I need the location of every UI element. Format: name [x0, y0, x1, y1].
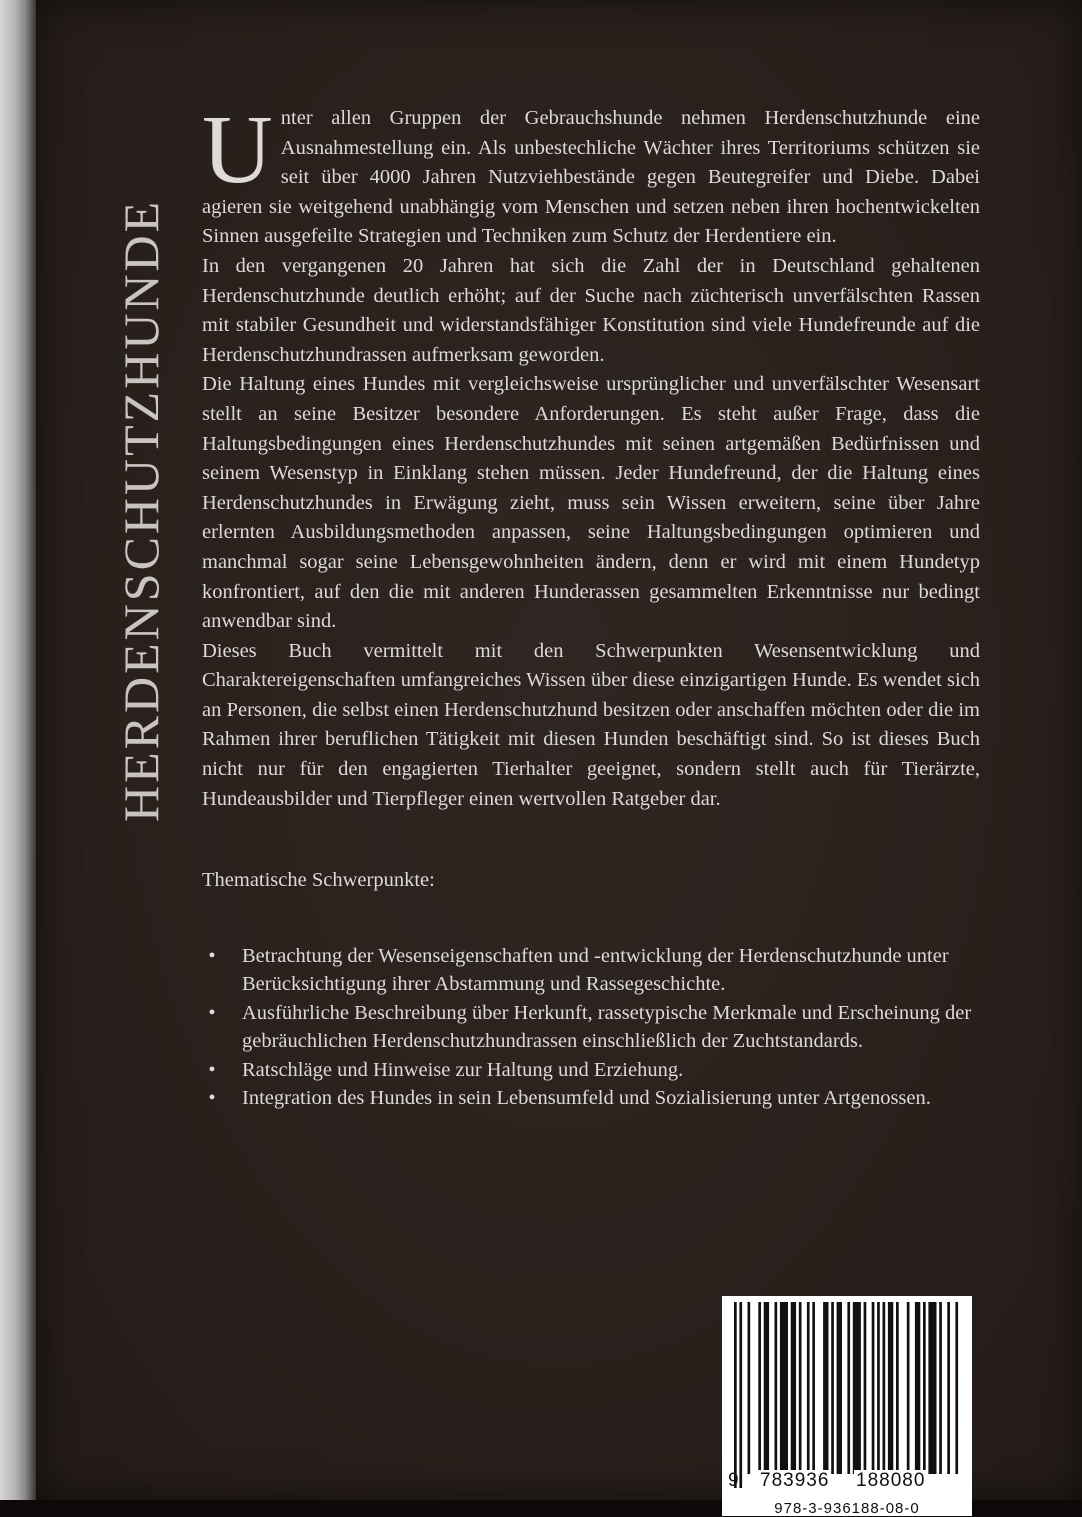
list-item — [202, 999, 980, 1056]
paragraph-1-text: nter allen Gruppen der Gebrauchshunde nehmen Herdenschutzhunde eine Ausnahmestellung ein. Als unbestechliche Wächter ihres Territoriums schützen sie seit über 4000 Jahren Nutzviehbestände gegen Beutegreifer und Diebe. Dabei agieren sie weitgehend unabhängig vom Menschen und setzen neben ihren hochentwickelten Sinnen ausgefeilte Strategien und Techniken zum Schutz der Herdentiere ein. — [202, 107, 980, 248]
isbn-number: 978-3-936188-08-0 — [774, 1500, 920, 1517]
list-item-text: Betrachtung der Wesenseigenschaften und -entwicklung der Herdenschutzhunde unter Berücksichtigung ihrer Abstammung und Rassegeschichte. — [242, 944, 949, 996]
topics-list — [202, 942, 980, 1113]
bullet-icon: • — [208, 1087, 216, 1110]
barcode-bars-icon — [732, 1302, 962, 1488]
list-item — [202, 1056, 980, 1085]
paragraph-4: Dieses Buch vermittelt mit den Schwerpunkten Wesensentwicklung und Charaktereigenschaften umfangreiches Wissen über diese einzigartigen Hunde. Es wendet sich an Personen, die selbst einen Herdenschutzhund besitzen oder anschaffen möchten oder die im Rahmen ihrer beruflichen Tätigkeit mit diesen Hunden beschäftigt sind. So ist dieses Buch nicht nur für den engagierten Tierhalter geeignet, sondern stellt auch für Tierärzte, Hundeausbilder und Tierpfleger einen wertvollen Ratgeber dar. — [202, 639, 980, 810]
topics-heading: Thematische Schwerpunkte: — [202, 869, 435, 892]
page-block-edge — [0, 0, 36, 1500]
paragraph-1 — [202, 96, 980, 252]
list-item — [202, 1084, 980, 1113]
vertical-title: HERDENSCHUTZHUNDE — [113, 198, 169, 822]
blurb-text — [202, 96, 980, 1113]
barcode-right-group: 188080 — [856, 1470, 926, 1491]
bullet-icon: • — [208, 1058, 216, 1081]
barcode-digits — [722, 1470, 972, 1498]
barcode-label — [722, 1296, 972, 1516]
barcode-left-group: 783936 — [760, 1470, 830, 1491]
paragraph-3: Die Haltung eines Hundes mit vergleichsweise ursprünglicher und unverfälschter Wesensart stellt an seine Besitzer besondere Anforderungen. Es steht außer Frage, dass die Haltungsbedingungen eines Herdenschutzhundes mit seinen artgemäßen Bedürfnissen und seinem Wesenstyp in Einklang stehen müssen. Jeder Hundefreund, der die Haltung eines Herdenschutzhundes in Erwägung zieht, muss sein Wissen erweitern, seine über Jahre erlernten Ausbildungsmethoden anpassen, seine Haltungsbedingungen optimieren und manchmal sogar seine Lebensgewohnheiten ändern, denn er wird mit einem Hundetyp konfrontiert, auf den die mit anderen Hunderassen gesammelten Erkenntnisse nur bedingt anwendbar sind. — [202, 373, 980, 633]
paragraph-2: In den vergangenen 20 Jahren hat sich die Zahl der in Deutschland gehaltenen Herdenschutzhunde deutlich erhöht; auf der Suche nach züchterisch unverfälschten Rassen mit stabiler Gesundheit und widerstandsfähiger Konstitution sind viele Hundefreunde auf die Herdenschutzhundrassen aufmerksam geworden. — [202, 254, 980, 366]
barcode-first-digit: 9 — [728, 1470, 740, 1491]
bullet-icon: • — [208, 1001, 216, 1024]
bullet-icon: • — [208, 944, 216, 967]
list-item-text: Ratschläge und Hinweise zur Haltung und Erziehung. — [242, 1058, 684, 1081]
list-item-text: Integration des Hundes in sein Lebensumfeld und Sozialisierung unter Artgenossen. — [242, 1087, 931, 1110]
drop-cap-letter: U — [202, 96, 273, 204]
list-item-text: Ausführliche Beschreibung über Herkunft, rassetypische Merkmale und Erscheinung der gebräuchlichen Herdenschutzhundrassen einschließlich der Zuchtstandards. — [242, 1001, 972, 1053]
list-item — [202, 942, 980, 999]
